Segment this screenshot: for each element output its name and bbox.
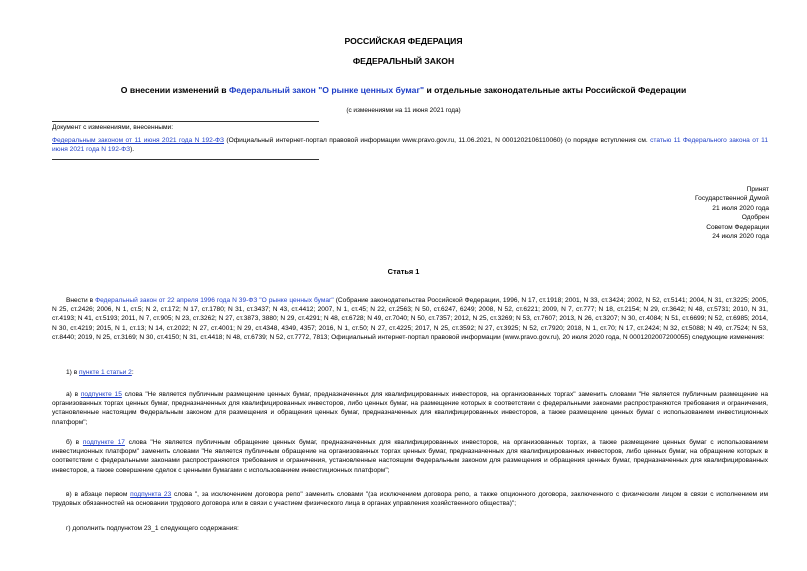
item-g: г) дополнить подпунктом 23_1 следующего содержания:: [66, 525, 239, 532]
title-law-link[interactable]: Федеральный закон "О рынке ценных бумаг": [228, 85, 425, 95]
doc-type-heading: ФЕДЕРАЛЬНЫЙ ЗАКОН: [352, 56, 455, 66]
approved-body: Советом Федерации: [706, 223, 769, 231]
item-a: [52, 390, 768, 427]
title-suffix: и отдельные законодательные акты Российской Федерации: [424, 85, 687, 95]
item-1: [52, 368, 768, 377]
intro-law-link[interactable]: Федеральный закон от 22 апреля 1996 года N 39-ФЗ "О рынке ценных бумаг": [95, 297, 334, 304]
changes-link-192fz[interactable]: Федеральным законом от 11 июня 2021 года N 192-ФЗ: [52, 137, 225, 145]
accepted-date: 21 июля 2020 года: [712, 204, 769, 212]
item-b-prefix: б) в: [66, 439, 83, 446]
intro-text: (Собрание законодательства Российской Федерации, 1996, N 17, ст.1918; 2001, N 33, ст.3424; 2002, N 52, ст.5141; 2004, N 31, ст.3225; 2005, N 25, ст.2426; 2006, N 1, ст.5; N 2, ст.172; N 17, ст.1780; N 31, ст.3437; N 43, ст.4412; 2007, N 1, ст.45; N 22, ст.2563; N 50, ст.6247, 6249; 2008, N 52, ст.6221; 2009, N 7, ст.777; N 18, ст.2154; N 29, ст.3642; N 48, ст.5731; 2010, N 31, ст.4193; N 41, ст.5193; 2011, N 7, ст.905; N 23, ст.3262; N 27, ст.3873, 3880; N 29, ст.4291; N 48, ст.6728; N 49, ст.7040; N 50, ст.7357; 2012, N 25, ст.3269; N 53, ст.7607; 2013, N 26, ст.3207; N 30, ст.4084; N 51, ст.6699; N 52, ст.6985; 2014, N 30, ст.4219; 2015, N 1, ст.13; N 14, ст.2022; N 27, ст.4001; N 29, ст.4348, 4349, 4357; 2016, N 1, ст.50; N 27, ст.4225; 2017, N 25, ст.3592; N 27, ст.3925; N 52, ст.7920; 2018, N 1, ст.70; N 17, ст.2424; N 32, ст.5088; N 49, ст.7524; N 53, ст.8440; 2019, N 25, ст.3169; N 30, ст.4150; N 31, ст.4418; N 48, ст.6739; N 52, ст.7772, 7813; Официальный интернет-портал правовой информации (www.pravo.gov.ru), 20 июля 2020 года, N 0001202007200055) следующие изменения:: [52, 297, 768, 341]
item-v-prefix: в) в абзаце первом: [66, 491, 131, 498]
changes-text: [52, 136, 768, 154]
law-title: [0, 86, 807, 95]
approved-label: Одобрен: [741, 214, 769, 222]
changes-link-article11[interactable]: статью 11 Федерального закона от 11 июня 2021 года N 192-ФЗ: [52, 137, 768, 154]
changes-heading: Документ с изменениями, внесенными:: [52, 124, 174, 131]
item-a-text: слова "Не является публичным размещение ценных бумаг, предназначенных для квалифицированных инвесторов, на организованных торгах" заменить словами "Не является публичным размещение на организованных торгах ценных бумаг, предназначенных для квалифицированных инвесторов, либо ценных бумаг, на размещение которых в соответствии с федеральными законами распространяются требования и ограничения, установленные настоящим Федеральным законом для размещения и обращения ценных бумаг, предназначенных для квалифицированных инвесторов, а также размещение ценных бумаг с использованием инвестиционных платформ";: [52, 391, 769, 426]
article-intro: [52, 296, 768, 342]
adoption-block: [569, 185, 769, 241]
approved-date: 24 июля 2020 года: [712, 233, 769, 241]
item-b: [52, 438, 768, 475]
article-heading: Статья 1: [387, 267, 420, 276]
edition-note: (с изменениями на 11 июня 2021 года): [346, 107, 461, 114]
changes-text-2: ).: [130, 146, 135, 154]
item-b-text: слова "Не является публичным обращение ценных бумаг, предназначенных для квалифицированных инвесторов, на организованных торгах, а также размещение ценных бумаг с использованием инвестиционных платформ" заменить словами "Не является публичным обращение на организованных торгах ценных бумаг, предназначенных для квалифицированных инвесторов, либо ценных бумаг, на обращение которых в соответствии с федеральными законами распространяются требования и ограничения, установленные настоящим Федеральным законом для размещения и обращения ценных бумаг, предназначенных для квалифицированных инвесторов, а также совершение сделок с ценными бумагами с использованием инвестиционных платформ";: [52, 439, 768, 474]
item-1-suffix: :: [131, 369, 134, 376]
item-v-text: слова ", за исключением договора репо" заменить словами "(за исключением договора репо, а также опционного договора, заключенного с физическим лицом в связи с исполнением им трудовых обязанностей на основании трудового договора или в связи с участием физического лица в органах управления хозяйственного общества)";: [52, 491, 768, 508]
bottom-divider: [52, 159, 319, 160]
item-1-link[interactable]: пункте 1 статьи 2: [79, 369, 132, 376]
accepted-label: Принят: [746, 186, 769, 193]
changes-text-1: (Официальный интернет-портал правовой информации www.pravo.gov.ru, 11.06.2021, N 0001202106110060) (о порядке вступления см.: [224, 137, 651, 145]
title-prefix: О внесении изменений в: [120, 85, 229, 95]
changes-box: [52, 123, 768, 155]
country-heading: РОССИЙСКАЯ ФЕДЕРАЦИЯ: [344, 36, 463, 46]
item-v: [52, 490, 768, 508]
item-a-link[interactable]: подпункте 15: [80, 391, 122, 398]
item-b-link[interactable]: подпункте 17: [82, 439, 125, 446]
item-a-prefix: а) в: [66, 391, 81, 398]
accepted-body: Государственной Думой: [695, 195, 769, 203]
item-v-link[interactable]: подпункта 23: [130, 491, 172, 498]
intro-prefix: Внести в: [66, 297, 96, 304]
item-1-prefix: 1) в: [66, 369, 80, 376]
top-divider: [52, 121, 319, 122]
